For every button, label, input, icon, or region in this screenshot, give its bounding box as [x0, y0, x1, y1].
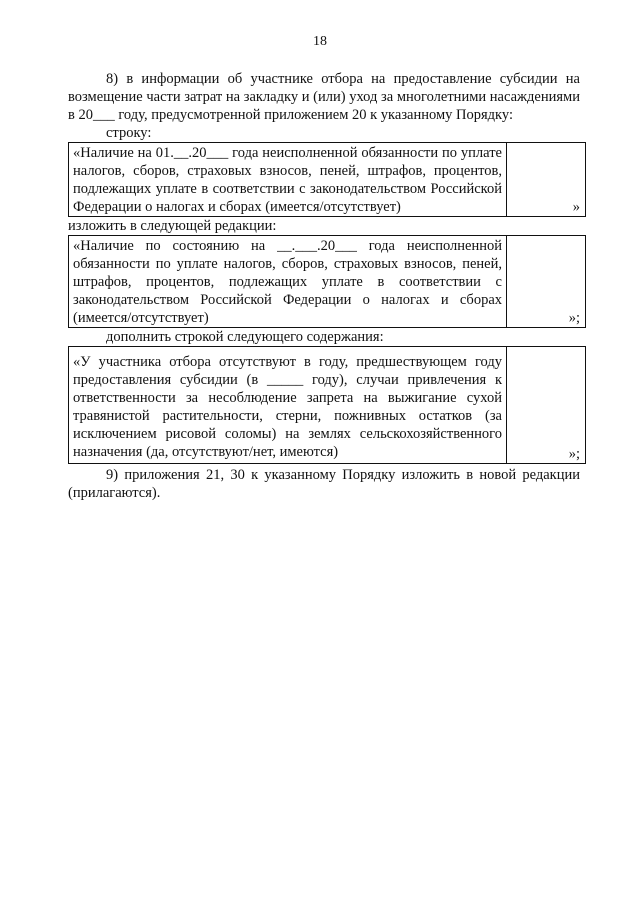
added-row-closing-quote: »;: [507, 347, 586, 464]
old-row-table: [68, 142, 586, 217]
document-body: [68, 70, 580, 502]
new-row-text: «Наличие по состоянию на __.___.20___ года неисполненной обязанности по уплате налогов, сборов, страховых взносов, пеней, штрафов, процентов, подлежащих уплате в соответствии с законодательством Российской Федерации о налогах и сборах (имеется/отсутствует): [69, 236, 507, 328]
item-9-paragraph: 9) приложения 21, 30 к указанному Порядку изложить в новой редакции (прилагаются).: [68, 467, 580, 501]
new-row-table: [68, 235, 586, 328]
new-row-closing-quote: »;: [507, 236, 586, 328]
intro-line-new-edition: изложить в следующей редакции:: [68, 218, 277, 234]
intro-line-add-row: дополнить строкой следующего содержания:: [106, 329, 384, 345]
intro-line-row: строку:: [106, 125, 152, 141]
old-row-text: «Наличие на 01.__.20___ года неисполненной обязанности по уплате налогов, сборов, страховых взносов, пеней, штрафов, процентов, подлежащих уплате в соответствии с законодательством Российской Федерации о налогах и сборах (имеется/отсутствует): [69, 143, 507, 217]
old-row-closing-quote: »: [507, 143, 586, 217]
added-row-table: [68, 346, 586, 464]
table-row: [69, 143, 586, 217]
table-row: [69, 347, 586, 464]
added-row-text: «У участника отбора отсутствуют в году, предшествующем году предоставления субсидии (в _____ году), случаи привлечения к ответственности за несоблюдение запрета на выжигание сухой травянистой растительности, стерни, пожнивных остатков (за исключением рисовой соломы) на землях сельскохозяйственного назначения (да, отсутствуют/нет, имеются): [69, 347, 507, 464]
page-number: 18: [313, 34, 327, 49]
table-row: [69, 236, 586, 328]
item-8-paragraph: 8) в информации об участнике отбора на предоставление субсидии на возмещение части затрат на закладку и (или) уход за многолетними насаждениями в 20___ году, предусмотренной приложением 20 к указанному Порядку:: [68, 71, 580, 123]
